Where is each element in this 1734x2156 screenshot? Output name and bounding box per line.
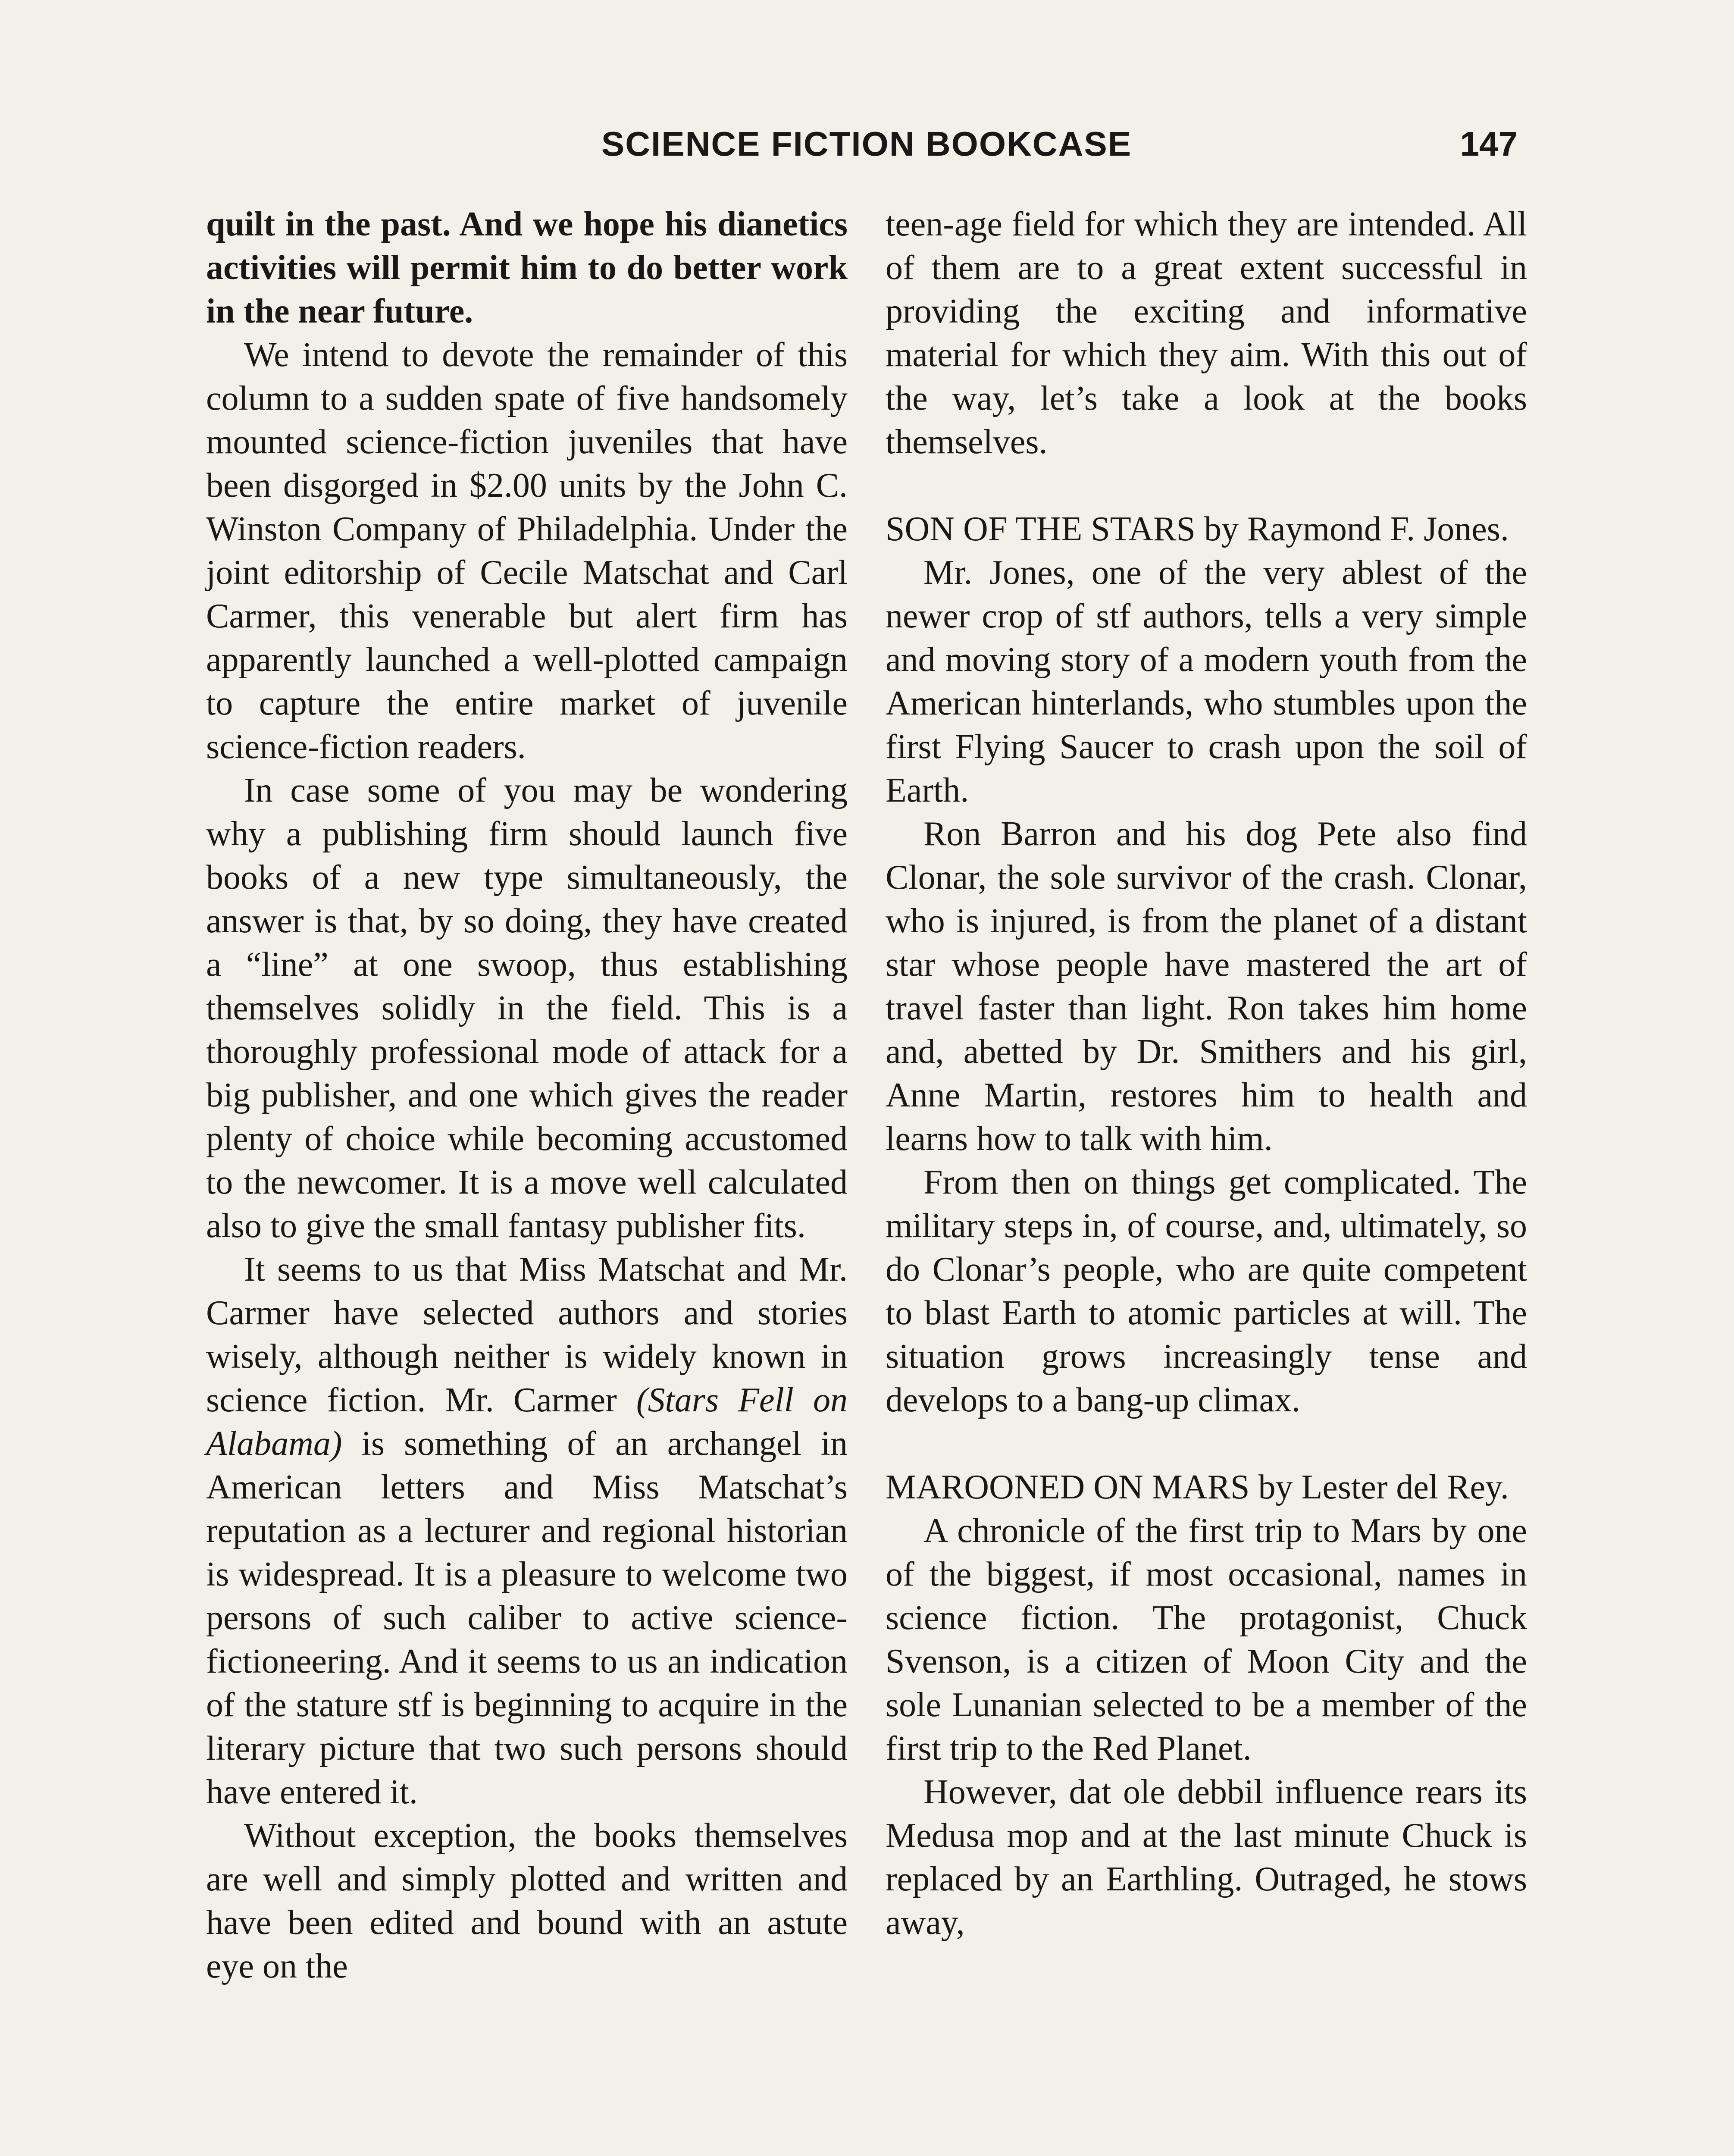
paragraph: A chronicle of the first trip to Mars by one of the biggest, if most occasional, names in science fiction. The protagonist, Chuck Svenson, is a citizen of Moon City and the sole Lunanian selected to be a member of the first trip to the Red Planet. [886, 1512, 1527, 1767]
right-column [886, 203, 1527, 1945]
book-heading: SON OF THE STARS by Raymond F. Jones. [886, 510, 1509, 548]
left-column [206, 203, 848, 1988]
paragraph-text: is something of an archangel in American letters and Miss Matschat’s reputation as a lecturer and regional historian is widespread. It is a pleasure to welcome two persons of such caliber to active science-fictioneering. And it seems to us an indication of the stature stf is beginning to acquire in the literary picture that two such persons should have entered it. [206, 1425, 848, 1811]
paragraph: We intend to devote the remainder of this column to a sudden spate of five handsomely mounted science-fiction juveniles that have been disgorged in $2.00 units by the John C. Winston Company of Philadelphia. Under the joint editorship of Cecile Matschat and Carl Carmer, this venerable but alert firm has apparently launched a well-plotted campaign to capture the entire market of juvenile science-fiction readers. [206, 336, 848, 766]
paragraph: Mr. Jones, one of the very ablest of the newer crop of stf authors, tells a very simple and moving story of a modern youth from the American hinterlands, who stumbles upon the first Flying Saucer to crash upon the soil of Earth. [886, 554, 1527, 809]
book-heading: MAROONED ON MARS by Lester del Rey. [886, 1468, 1509, 1506]
paragraph: teen-age field for which they are intended. All of them are to a great extent successful in providing the exciting and informative material for which they aim. With this out of the way, let’s take a look at the books themselves. [886, 205, 1527, 461]
page-number: 147 [1460, 125, 1518, 163]
paragraph: From then on things get complicated. The military steps in, of course, and, ultimately, so do Clonar’s people, who are quite competent to blast Earth to atomic particles at will. The situation grows increasingly tense and develops to a bang-up climax. [886, 1163, 1527, 1419]
page-header [207, 116, 1526, 172]
paragraph: Without exception, the books themselves are well and simply plotted and written and have been edited and bound with an astute eye on the [206, 1817, 848, 1985]
book-title-italic: (Stars Fell on Alabama) [206, 1381, 848, 1463]
paragraph [206, 1248, 848, 1814]
running-title: SCIENCE FICTION BOOKCASE [601, 125, 1132, 163]
paragraph: Ron Barron and his dog Pete also find Clonar, the sole survivor of the crash. Clonar, who is injured, is from the planet of a distant star whose people have mastered the art of travel faster than light. Ron takes him home and, abetted by Dr. Smithers and his girl, Anne Martin, restores him to health and learns how to talk with him. [886, 815, 1527, 1158]
paragraph: However, dat ole debbil influence rears its Medusa mop and at the last minute Chuck is replaced by an Earthling. Outraged, he stows away, [886, 1773, 1527, 1942]
paragraph: In case some of you may be wondering why a publishing firm should launch five books of a new type simultaneously, the answer is that, by so doing, they have created a “line” at one swoop, thus establishing themselves solidly in the field. This is a thoroughly professional mode of attack for a big publisher, and one which gives the reader plenty of choice while becoming accustomed to the newcomer. It is a move well calculated also to give the small fantasy publisher fits. [206, 771, 848, 1245]
paragraph-text: It seems to us that Miss Matschat and Mr. Carmer have selected authors and stories wisely, although neither is widely known in science fiction. Mr. Carmer [206, 1250, 848, 1419]
paragraph: quilt in the past. And we hope his dianetics activities will permit him to do better work in the near future. [206, 205, 848, 330]
